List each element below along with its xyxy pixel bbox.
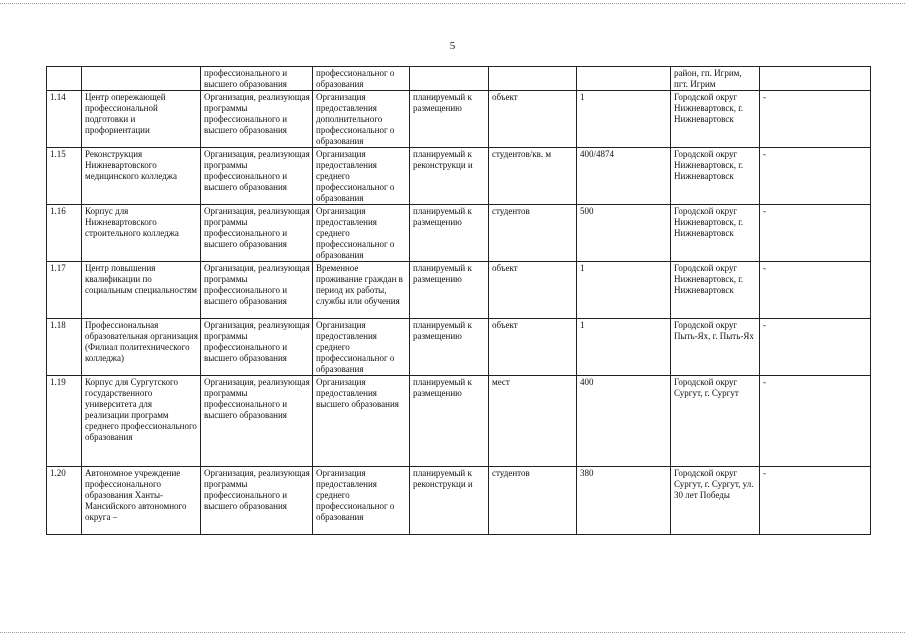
object-status: планируемый к размещению	[413, 263, 472, 284]
object-kind: Организация предоставления среднего профессиональног о образования	[316, 149, 395, 203]
row-number: 1.17	[50, 263, 66, 273]
object-kind: Временное проживание граждан в период их работы, службы или обучения	[316, 263, 403, 306]
object-status: планируемый к размещению	[413, 320, 472, 341]
table-row	[47, 67, 871, 91]
extra-note: -	[763, 377, 766, 387]
table-row	[47, 319, 871, 376]
capacity-value: 1	[580, 320, 585, 330]
extra-note: -	[763, 92, 766, 102]
object-status: планируемый к реконструкци и	[413, 468, 473, 489]
object-status: планируемый к размещению	[413, 377, 472, 398]
table-row	[47, 91, 871, 148]
object-name: Автономное учреждение профессионального образования Ханты-Мансийского автономного округа –	[85, 468, 187, 522]
capacity-unit: студентов	[492, 206, 530, 216]
object-purpose: Организация, реализующая программы профессионального и высшего образования	[204, 320, 310, 363]
capacity-value: 1	[580, 263, 585, 273]
capacity-unit: объект	[492, 92, 518, 102]
row-number: 1.15	[50, 149, 66, 159]
table-row	[47, 376, 871, 467]
object-name: Центр опережающей профессиональной подготовки и профориентации	[85, 92, 166, 135]
extra-note: -	[763, 468, 766, 478]
table-row	[47, 205, 871, 262]
object-status: планируемый к реконструкци и	[413, 149, 473, 170]
object-purpose: профессионального и высшего образования	[204, 68, 288, 89]
scan-edge-bottom	[0, 632, 905, 633]
capacity-unit: студентов	[492, 468, 530, 478]
page-number: 5	[449, 40, 456, 52]
object-location: Городской округ Сургут, г. Сургут	[674, 377, 739, 398]
capacity-unit: объект	[492, 263, 518, 273]
object-status: планируемый к размещению	[413, 92, 472, 113]
table-row	[47, 262, 871, 319]
object-location: район, гп. Игрим, пгт. Игрим	[674, 68, 742, 89]
object-location: Городской округ Нижневартовск, г. Нижневартовск	[674, 149, 744, 181]
object-location: Городской округ Нижневартовск, г. Нижневартовск	[674, 206, 744, 238]
object-name: Корпус для Сургутского государственного университета для реализации программ среднего профессионального образования	[85, 377, 197, 442]
object-kind: Организация предоставления среднего профессиональног о образования	[316, 206, 395, 260]
object-name: Реконструкция Нижневартовского медицинского колледжа	[85, 149, 177, 181]
object-location: Городской округ Пыть-Ях, г. Пыть-Ях	[674, 320, 754, 341]
object-location: Городской округ Сургут, г. Сургут, ул. 30 лет Победы	[674, 468, 754, 500]
row-number	[50, 68, 79, 90]
row-number: 1.18	[50, 320, 66, 330]
object-purpose: Организация, реализующая программы профессионального и высшего образования	[204, 263, 310, 306]
object-name: Профессиональная образовательная организация (Филиал политехнического колледжа)	[85, 320, 198, 363]
extra-note: -	[763, 320, 766, 330]
object-location: Городской округ Нижневартовск, г. Нижневартовск	[674, 92, 744, 124]
extra-note: -	[763, 149, 766, 159]
object-name	[85, 68, 198, 90]
object-location: Городской округ Нижневартовск, г. Нижневартовск	[674, 263, 744, 295]
capacity-value	[580, 68, 668, 90]
capacity-value: 380	[580, 468, 594, 478]
object-status: планируемый к размещению	[413, 206, 472, 227]
scan-edge-top	[0, 3, 905, 4]
capacity-unit: студентов/кв. м	[492, 149, 552, 159]
object-name: Центр повышения квалификации по социальным специальностям	[85, 263, 197, 295]
object-kind: Организация предоставления дополнительного профессиональног о образования	[316, 92, 395, 146]
object-kind: Организация предоставления среднего профессиональног о образования	[316, 468, 395, 522]
table-row	[47, 467, 871, 535]
extra-note: -	[763, 206, 766, 216]
object-kind: Организация предоставления среднего профессиональног о образования	[316, 320, 395, 374]
row-number: 1.14	[50, 92, 66, 102]
object-purpose: Организация, реализующая программы профессионального и высшего образования	[204, 149, 310, 192]
capacity-value: 400	[580, 377, 594, 387]
object-purpose: Организация, реализующая программы профессионального и высшего образования	[204, 468, 310, 511]
row-number: 1.16	[50, 206, 66, 216]
row-number: 1.19	[50, 377, 66, 387]
capacity-unit	[492, 68, 574, 90]
object-name: Корпус для Нижневартовского строительного колледжа	[85, 206, 179, 238]
object-status	[413, 68, 486, 90]
capacity-unit: мест	[492, 377, 510, 387]
object-kind: профессиональног о образования	[316, 68, 395, 89]
capacity-value: 500	[580, 206, 594, 216]
row-number: 1.20	[50, 468, 66, 478]
object-purpose: Организация, реализующая программы профессионального и высшего образования	[204, 92, 310, 135]
object-purpose: Организация, реализующая программы профессионального и высшего образования	[204, 206, 310, 249]
facilities-table	[46, 66, 871, 535]
capacity-value: 400/4874	[580, 149, 615, 159]
capacity-unit: объект	[492, 320, 518, 330]
extra-note	[763, 68, 868, 90]
table-row	[47, 148, 871, 205]
extra-note: -	[763, 263, 766, 273]
capacity-value: 1	[580, 92, 585, 102]
object-purpose: Организация, реализующая программы профессионального и высшего образования	[204, 377, 310, 420]
object-kind: Организация предоставления высшего образования	[316, 377, 399, 409]
